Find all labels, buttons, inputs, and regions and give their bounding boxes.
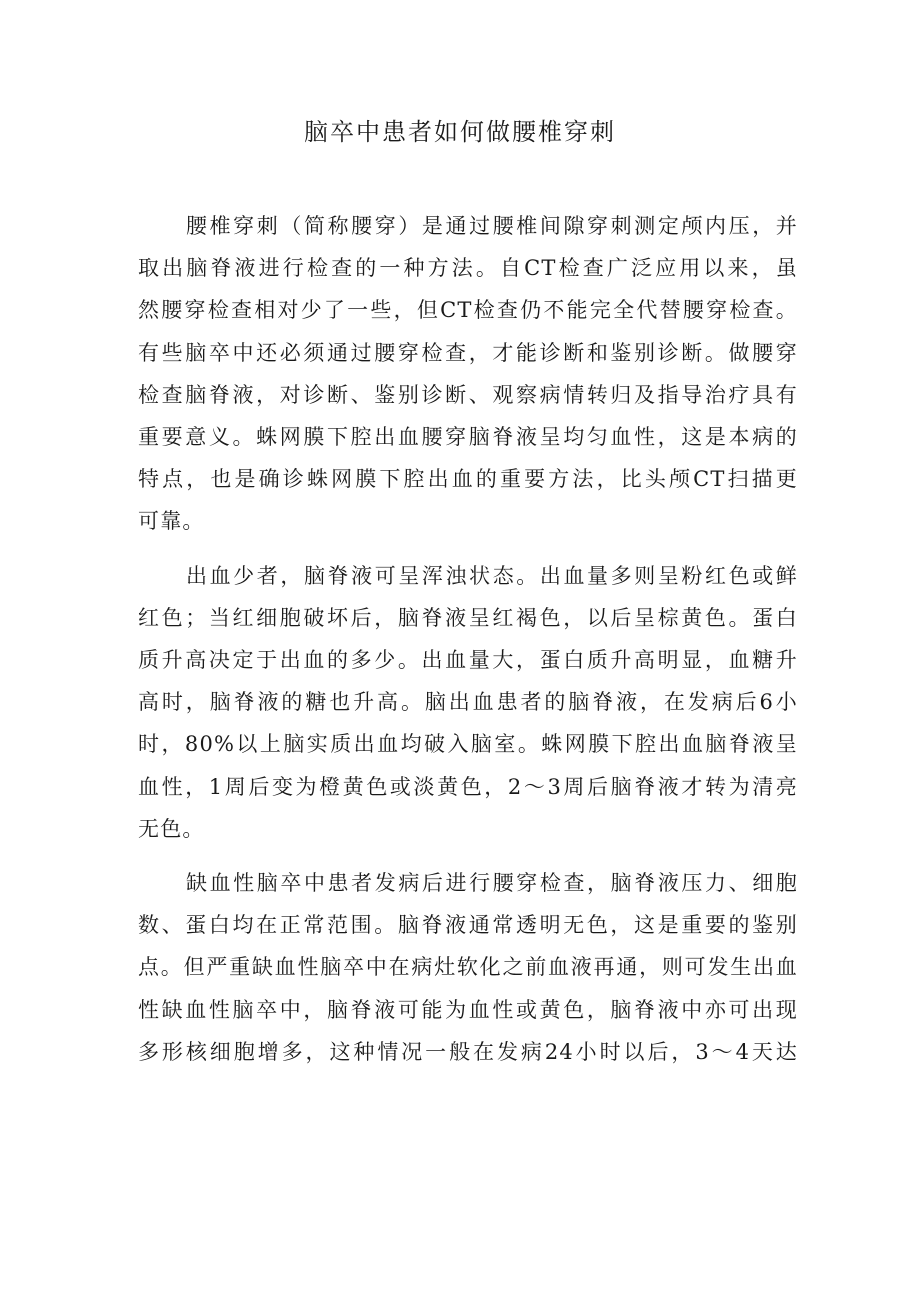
text-line: 有些脑卒中还必须通过腰穿检查，才能诊断和鉴别诊断。做腰穿 [138, 340, 798, 365]
text-line: 数、蛋白均在正常范围。脑脊液通常透明无色，这是重要的鉴别 [138, 913, 798, 938]
text-line: 然腰穿检查相对少了一些，但CT检查仍不能完全代替腰穿检查。 [138, 298, 798, 323]
paragraph-1 [138, 205, 798, 543]
text-line: 性缺血性脑卒中，脑脊液可能为血性或黄色，脑脊液中亦可出现 [138, 997, 798, 1022]
text-line: 时，80%以上脑实质出血均破入脑室。蛛网膜下腔出血脑脊液呈 [138, 732, 798, 757]
text-line: 红色；当红细胞破坏后，脑脊液呈红褐色，以后呈棕黄色。蛋白 [138, 605, 798, 630]
text-line: 缺血性脑卒中患者发病后进行腰穿检查，脑脊液压力、细胞 [186, 871, 798, 896]
text-line: 出血少者，脑脊液可呈浑浊状态。出血量多则呈粉红色或鲜 [186, 563, 798, 588]
paragraph-2 [138, 555, 798, 850]
text-line: 可靠。 [138, 509, 205, 534]
text-line: 特点，也是确诊蛛网膜下腔出血的重要方法，比头颅CT扫描更 [138, 467, 798, 492]
text-line: 多形核细胞增多，这种情况一般在发病24小时以后，3～4天达 [138, 1039, 798, 1064]
paragraph-3 [138, 862, 798, 1073]
text-line: 点。但严重缺血性脑卒中在病灶软化之前血液再通，则可发生出血 [138, 955, 798, 980]
text-line: 高时，脑脊液的糖也升高。脑出血患者的脑脊液，在发病后6小 [138, 690, 798, 715]
text-line: 质升高决定于出血的多少。出血量大，蛋白质升高明显，血糖升 [138, 648, 798, 673]
text-line: 腰椎穿刺（简称腰穿）是通过腰椎间隙穿刺测定颅内压，并 [186, 214, 798, 238]
text-line: 检查脑脊液，对诊断、鉴别诊断、观察病情转归及指导治疗具有 [138, 382, 798, 407]
text-line: 血性，1周后变为橙黄色或淡黄色，2～3周后脑脊液才转为清亮 [138, 774, 798, 799]
document-title: 脑卒中患者如何做腰椎穿刺 [304, 118, 616, 146]
text-line: 重要意义。蛛网膜下腔出血腰穿脑脊液呈均匀血性，这是本病的 [138, 425, 798, 450]
text-line: 取出脑脊液进行检查的一种方法。自CT检查广泛应用以来，虽 [138, 256, 798, 281]
text-line: 无色。 [138, 816, 205, 841]
document-body [138, 205, 798, 1073]
